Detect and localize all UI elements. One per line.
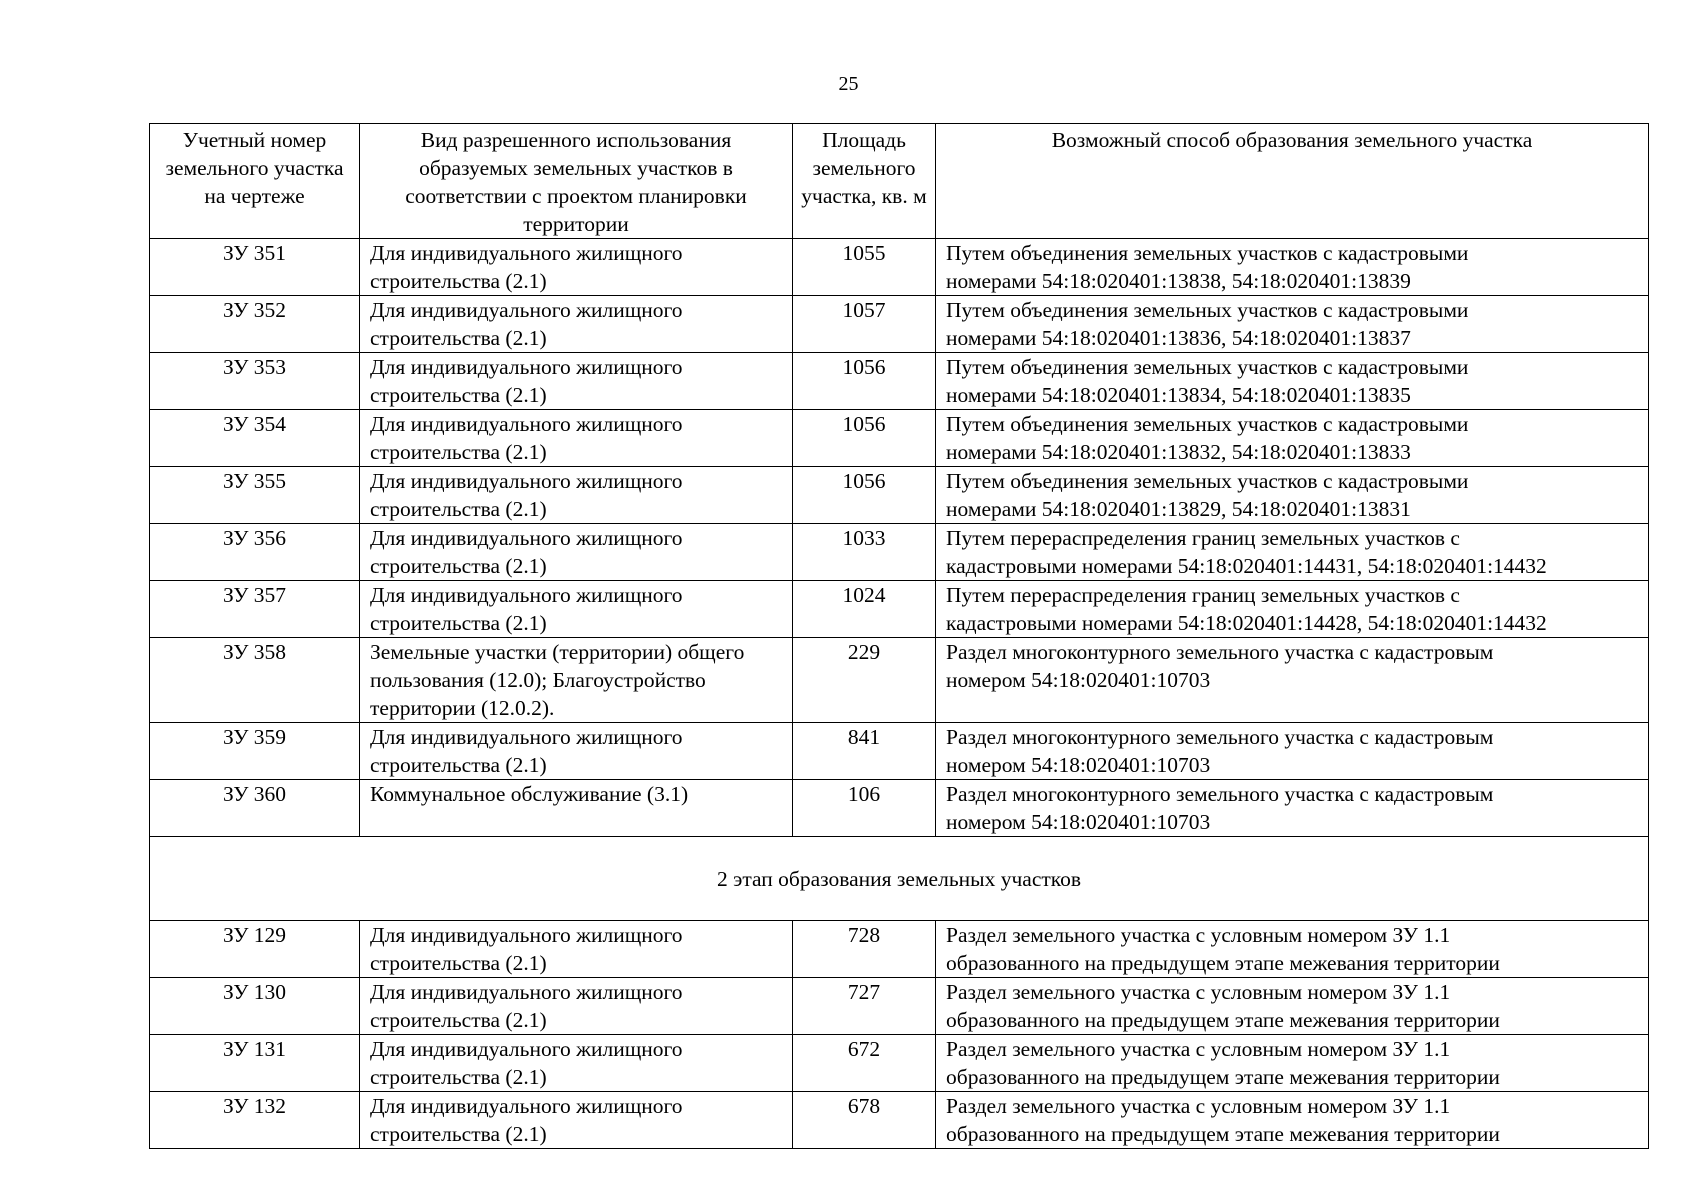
table-row <box>150 353 1649 410</box>
formation-method-line-1: Раздел многоконтурного земельного участка с кадастровым <box>946 725 1494 749</box>
area-cell: 727 <box>793 978 936 1035</box>
table-row <box>150 296 1649 353</box>
formation-method-cell <box>936 921 1649 978</box>
permitted-use-cell: Для индивидуального жилищного строительства (2.1) <box>360 581 793 638</box>
plot-number-cell: ЗУ 351 <box>150 239 360 296</box>
area-cell: 1033 <box>793 524 936 581</box>
permitted-use-cell: Для индивидуального жилищного строительства (2.1) <box>360 239 793 296</box>
table-row <box>150 723 1649 780</box>
formation-method-line-1: Путем объединения земельных участков с кадастровыми <box>946 241 1469 265</box>
plot-number-cell: ЗУ 357 <box>150 581 360 638</box>
table-row <box>150 921 1649 978</box>
table-row <box>150 1035 1649 1092</box>
formation-method-cell <box>936 410 1649 467</box>
area-cell: 1056 <box>793 353 936 410</box>
formation-method-cell <box>936 467 1649 524</box>
formation-method-line-2: номерами 54:18:020401:13836, 54:18:020401:13837 <box>946 326 1411 350</box>
plot-number-cell: ЗУ 360 <box>150 780 360 837</box>
header-area: Площадь земельного участка, кв. м <box>793 124 936 239</box>
table-row <box>150 978 1649 1035</box>
permitted-use-cell: Для индивидуального жилищного строительства (2.1) <box>360 1092 793 1149</box>
formation-method-line-2: образованного на предыдущем этапе межевания территории <box>946 1122 1500 1146</box>
formation-method-cell <box>936 1035 1649 1092</box>
formation-method-cell <box>936 780 1649 837</box>
permitted-use-cell: Для индивидуального жилищного строительства (2.1) <box>360 410 793 467</box>
table-row <box>150 638 1649 723</box>
formation-method-line-2: образованного на предыдущем этапе межевания территории <box>946 1065 1500 1089</box>
area-cell: 1055 <box>793 239 936 296</box>
plot-number-cell: ЗУ 132 <box>150 1092 360 1149</box>
permitted-use-cell: Для индивидуального жилищного строительства (2.1) <box>360 978 793 1035</box>
land-plots-table <box>149 123 1649 1149</box>
stage-divider-row <box>150 837 1649 921</box>
area-cell: 229 <box>793 638 936 723</box>
formation-method-cell <box>936 581 1649 638</box>
permitted-use-cell: Для индивидуального жилищного строительства (2.1) <box>360 296 793 353</box>
formation-method-line-2: номерами 54:18:020401:13832, 54:18:020401:13833 <box>946 440 1411 464</box>
plot-number-cell: ЗУ 353 <box>150 353 360 410</box>
stage2-rows <box>150 921 1649 1149</box>
header-formation-method: Возможный способ образования земельного участка <box>936 124 1649 239</box>
permitted-use-cell: Для индивидуального жилищного строительства (2.1) <box>360 353 793 410</box>
area-cell: 841 <box>793 723 936 780</box>
permitted-use-cell: Для индивидуального жилищного строительства (2.1) <box>360 921 793 978</box>
formation-method-line-1: Путем перераспределения границ земельных участков с <box>946 583 1460 607</box>
formation-method-line-2: номером 54:18:020401:10703 <box>946 668 1211 692</box>
formation-method-line-1: Путем перераспределения границ земельных участков с <box>946 526 1460 550</box>
plot-number-cell: ЗУ 356 <box>150 524 360 581</box>
permitted-use-cell: Земельные участки (территории) общего пользования (12.0); Благоустройство территории (12.0.2). <box>360 638 793 723</box>
permitted-use-cell: Для индивидуального жилищного строительства (2.1) <box>360 467 793 524</box>
formation-method-line-2: номером 54:18:020401:10703 <box>946 810 1211 834</box>
formation-method-cell <box>936 1092 1649 1149</box>
plot-number-cell: ЗУ 355 <box>150 467 360 524</box>
formation-method-line-2: номером 54:18:020401:10703 <box>946 753 1211 777</box>
permitted-use-cell: Для индивидуального жилищного строительства (2.1) <box>360 1035 793 1092</box>
table-row <box>150 524 1649 581</box>
table-row <box>150 239 1649 296</box>
area-cell: 1056 <box>793 410 936 467</box>
area-cell: 1056 <box>793 467 936 524</box>
plot-number-cell: ЗУ 358 <box>150 638 360 723</box>
formation-method-cell <box>936 723 1649 780</box>
formation-method-line-1: Раздел земельного участка с условным номером ЗУ 1.1 <box>946 923 1451 947</box>
area-cell: 1024 <box>793 581 936 638</box>
plot-number-cell: ЗУ 131 <box>150 1035 360 1092</box>
table-row <box>150 1092 1649 1149</box>
plot-number-cell: ЗУ 352 <box>150 296 360 353</box>
stage1-rows <box>150 239 1649 837</box>
formation-method-line-1: Раздел земельного участка с условным номером ЗУ 1.1 <box>946 1094 1451 1118</box>
formation-method-line-1: Раздел многоконтурного земельного участка с кадастровым <box>946 640 1494 664</box>
page-number: 25 <box>838 73 859 95</box>
formation-method-line-2: номерами 54:18:020401:13834, 54:18:020401:13835 <box>946 383 1411 407</box>
formation-method-line-1: Путем объединения земельных участков с кадастровыми <box>946 298 1469 322</box>
table-row <box>150 467 1649 524</box>
formation-method-cell <box>936 353 1649 410</box>
formation-method-line-1: Раздел земельного участка с условным номером ЗУ 1.1 <box>946 1037 1451 1061</box>
plot-number-cell: ЗУ 354 <box>150 410 360 467</box>
formation-method-cell <box>936 638 1649 723</box>
formation-method-line-1: Раздел земельного участка с условным номером ЗУ 1.1 <box>946 980 1451 1004</box>
area-cell: 106 <box>793 780 936 837</box>
stage2-section <box>150 837 1649 921</box>
table-row <box>150 581 1649 638</box>
formation-method-line-2: образованного на предыдущем этапе межевания территории <box>946 1008 1500 1032</box>
formation-method-cell <box>936 524 1649 581</box>
area-cell: 678 <box>793 1092 936 1149</box>
formation-method-line-2: кадастровыми номерами 54:18:020401:14431, 54:18:020401:14432 <box>946 554 1547 578</box>
plot-number-cell: ЗУ 129 <box>150 921 360 978</box>
stage2-title: 2 этап образования земельных участков <box>150 837 1649 921</box>
formation-method-line-2: номерами 54:18:020401:13829, 54:18:020401:13831 <box>946 497 1411 521</box>
area-cell: 728 <box>793 921 936 978</box>
formation-method-line-2: номерами 54:18:020401:13838, 54:18:020401:13839 <box>946 269 1411 293</box>
formation-method-line-2: кадастровыми номерами 54:18:020401:14428, 54:18:020401:14432 <box>946 611 1547 635</box>
area-cell: 672 <box>793 1035 936 1092</box>
header-plot-number: Учетный номер земельного участка на чертеже <box>150 124 360 239</box>
table-header-row <box>150 124 1649 239</box>
formation-method-line-1: Путем объединения земельных участков с кадастровыми <box>946 412 1469 436</box>
permitted-use-cell: Для индивидуального жилищного строительства (2.1) <box>360 524 793 581</box>
formation-method-cell <box>936 978 1649 1035</box>
formation-method-line-1: Путем объединения земельных участков с кадастровыми <box>946 355 1469 379</box>
table-row <box>150 780 1649 837</box>
permitted-use-cell: Для индивидуального жилищного строительства (2.1) <box>360 723 793 780</box>
formation-method-cell <box>936 239 1649 296</box>
table-row <box>150 410 1649 467</box>
formation-method-cell <box>936 296 1649 353</box>
header-permitted-use: Вид разрешенного использования образуемых земельных участков в соответствии с проектом планировки территории <box>360 124 793 239</box>
formation-method-line-1: Путем объединения земельных участков с кадастровыми <box>946 469 1469 493</box>
plot-number-cell: ЗУ 359 <box>150 723 360 780</box>
area-cell: 1057 <box>793 296 936 353</box>
formation-method-line-1: Раздел многоконтурного земельного участка с кадастровым <box>946 782 1494 806</box>
permitted-use-cell: Коммунальное обслуживание (3.1) <box>360 780 793 837</box>
plot-number-cell: ЗУ 130 <box>150 978 360 1035</box>
formation-method-line-2: образованного на предыдущем этапе межевания территории <box>946 951 1500 975</box>
